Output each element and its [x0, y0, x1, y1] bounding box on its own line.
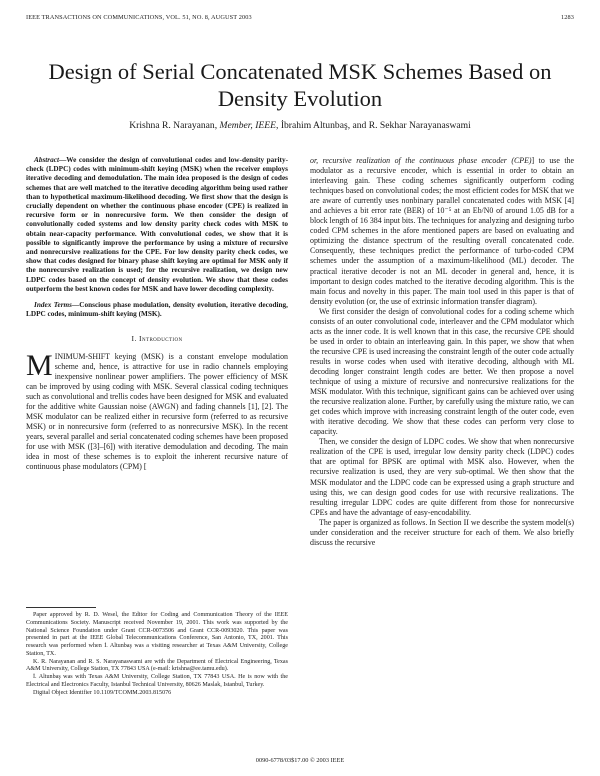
- intro-text-right: or, recursive realization of the continuous phase encoder (CPE)] to use the modulator as a recursive encoder, which is essential in order to obtain an interleaving gain. These coding schemes significantly outperform coding techniques based on convolutional codes; the most efficient codes for MSK that we are aware of currently uses nonbinary parallel concatenated codes with MSK [4] and achieves a bit error rate (BER) of 10⁻⁵ at an Eb/N0 of around 1.05 dB for a block length of 16 384 input bits. The techniques for analyzing and designing turbo coded CPM schemes in the afore mentioned papers are based on evaluating and optimizing the distance spectrum of the resulting overall concatenated code. Consequently, these techniques predict the performance of turbo-coded CPM schemes under the assumption of a maximum-likelihood (ML) decoder. The practical iterative decoder is not an ML decoder in general and, hence, it is important to design codes matched to the iterative decoding algorithm. This is the main focus and novelty in this paper. The main tool used in this paper is that of density evolution (or, the use of extrinsic information transfer diagram).: [310, 156, 574, 306]
- index-terms-text: —Conscious phase modulation, density evolution, iterative decoding, LDPC codes, minimum-shift keying (MSK).: [26, 301, 288, 319]
- abstract-lead: Abstract: [34, 156, 59, 164]
- footnote-rule: [26, 607, 96, 608]
- footnotes: [26, 607, 288, 697]
- paper-title: Design of Serial Concatenated MSK Schemes Based on Density Evolution: [48, 59, 552, 111]
- index-terms-lead: Index Terms: [34, 301, 72, 310]
- section-heading-introduction: [26, 334, 288, 344]
- footnote-affiliation-2: İ. Altunbaş was with Texas A&M University, College Station, TX 77843 USA. He is now with the Electrical and Electronics Faculty, Istanbul Technical University, 80626 Maslak, Istanbul, Turkey.: [26, 674, 288, 688]
- intro-paragraph-3: Then, we consider the design of LDPC codes. We show that when nonrecursive realization of the CPE is used, irregular low density parity check (LDPC) codes that are optimal for BPSK are optimal with MSK also. However, when the recursive realization is used, they are very sub-optimal. We then show that the MSK modulator and the LDPC code can be expressed using a graph structure and using this, we can design good codes for use with recursive realizations. The resulting irregular LDPC codes are quite different from those for nonrecursive CPEs and have the advantage of easy-encodability.: [310, 437, 574, 517]
- intro-paragraph-1: [26, 348, 288, 473]
- footnote-doi: Digital Object Identifier 10.1109/TCOMM.2003.815076: [33, 689, 172, 696]
- right-column: [310, 156, 574, 548]
- index-terms: [26, 301, 288, 319]
- author-line: [20, 120, 580, 131]
- abstract-text: —We consider the design of convolutional codes and low-density parity-check (LDPC) codes with minimum-shift keying (MSK) when the receiver employs iterative decoding and demodulation. The main idea proposed is the design of codes schemes that are well matched to the iterative decoding algorithm being used rather than to hypothetical maximum-likelihood decoding. We first show that the design is crucially dependent on whether the continuous phase encoder (CPE) is realized in recursive form or in nonrecursive form. We then consider the design of convolutionally coded systems and low density parity check codes with MSK to obtain near-capacity performance. With convolutional codes, we show that it is possible to significantly improve the performance by using a mixture of recursive and nonrecursive realizations for the CPE. For low density parity check codes, we show that codes designed for binary phase shift keying are optimal for MSK only if the nonrecursive realization is used; for the recursive realization, we design new LDPC codes based on the concept of density evolution. We show that these codes outperform the best known codes for MSK and have lower decoding complexity.: [26, 156, 288, 293]
- journal-title: IEEE TRANSACTIONS ON COMMUNICATIONS, VOL. 51, NO. 8, AUGUST 2003: [26, 14, 252, 21]
- page-number: 1283: [561, 14, 574, 21]
- section-number: I.: [131, 334, 140, 344]
- author-first: Krishna R. Narayanan,: [129, 120, 220, 131]
- author-membership: Member, IEEE: [219, 120, 277, 131]
- intro-paragraph-2: We first consider the design of convolutional codes for a coding scheme which consists of an outer convolutional code, interleaver and the CPM modulator which acts as the inner code. It is well known that in this case, the recursive CPE should be used in order to obtain an interleaving gain. In this paper, we show that when the recursive CPE is used increasing the constraint length of the outer code actually results in worse codes when used with iterative decoding, although with ML decoding longer constraint length codes are better. We then propose a novel technique of using a mixture of recursive and nonrecursive realizations for the MSK modulator. With this technique, significant gains can be achieved over using the recursive realization alone. Further, by carefully using the mixture ratio, we can get codes which improve with increasing constraint length of the outer code, even with iterative decoding. We show that these codes can perform very close to capacity.: [310, 306, 574, 437]
- footnote-affiliation-1: K. R. Narayanan and R. S. Narayanaswami are with the Department of Electrical Engineering, Texas A&M University, College Station, TX 77843 USA (e-mail: krishna@ee.tamu.edu).: [26, 658, 288, 673]
- left-column: [26, 156, 288, 472]
- abstract: [26, 156, 288, 294]
- author-others: , İbrahim Altunbaş, and R. Sekhar Narayanaswami: [276, 120, 471, 131]
- intro-paragraph-1-continued: [310, 156, 574, 307]
- footnote-editor: Paper approved by R. D. Wesel, the Editor for Coding and Communication Theory of the IEEE Communications Society. Manuscript received November 19, 2001. This work was supported by the National Science Foundation under Grant CCR-0073506 and Grant CCR-0093020. This paper was presented in part at the IEEE Global Telecommunications Conference, San Antonio, TX, 2001. This research was performed when İ. Altunbaş was a visiting researcher at Texas A&M University, College Station, TX.: [26, 612, 288, 657]
- drop-cap: M: [26, 348, 53, 382]
- intro-italic-phrase: or, recursive realization of the continuous phase encoder (CPE): [310, 156, 532, 165]
- running-header: [26, 14, 574, 24]
- intro-paragraph-4: The paper is organized as follows. In Section II we describe the system model(s) under consideration and the receiver structure for each of them. We also briefly discuss the recursive: [310, 517, 574, 547]
- copyright-footer: 0090-6778/03$17.00 © 2003 IEEE: [255, 757, 345, 764]
- intro-text-left: INIMUM-SHIFT keying (MSK) is a constant envelope modulation scheme and, hence, is attractive for use in radio channels employing inexpensive nonlinear power amplifiers. The power efficiency of MSK can be improved by using coding with MSK. Several classical coding techniques such as convolutional and trellis codes have been designed for MSK and evaluated for the additive white Gaussian noise (AWGN) and fading channels [1], [2]. The MSK modulator can be realized either in recursive form (referred to as recursive MSK) or in nonrecursive form (referred to as nonrecursive MSK). In the recent years, several parallel and serial concatenated coding schemes have been proposed for use with MSK ([3]–[6]) with iterative demodulation and decoding. The main idea in most of these schemes is to exploit the inherent recursive nature of continuous phase modulators (CPM) [: [26, 351, 288, 472]
- section-title: Introduction: [139, 334, 183, 344]
